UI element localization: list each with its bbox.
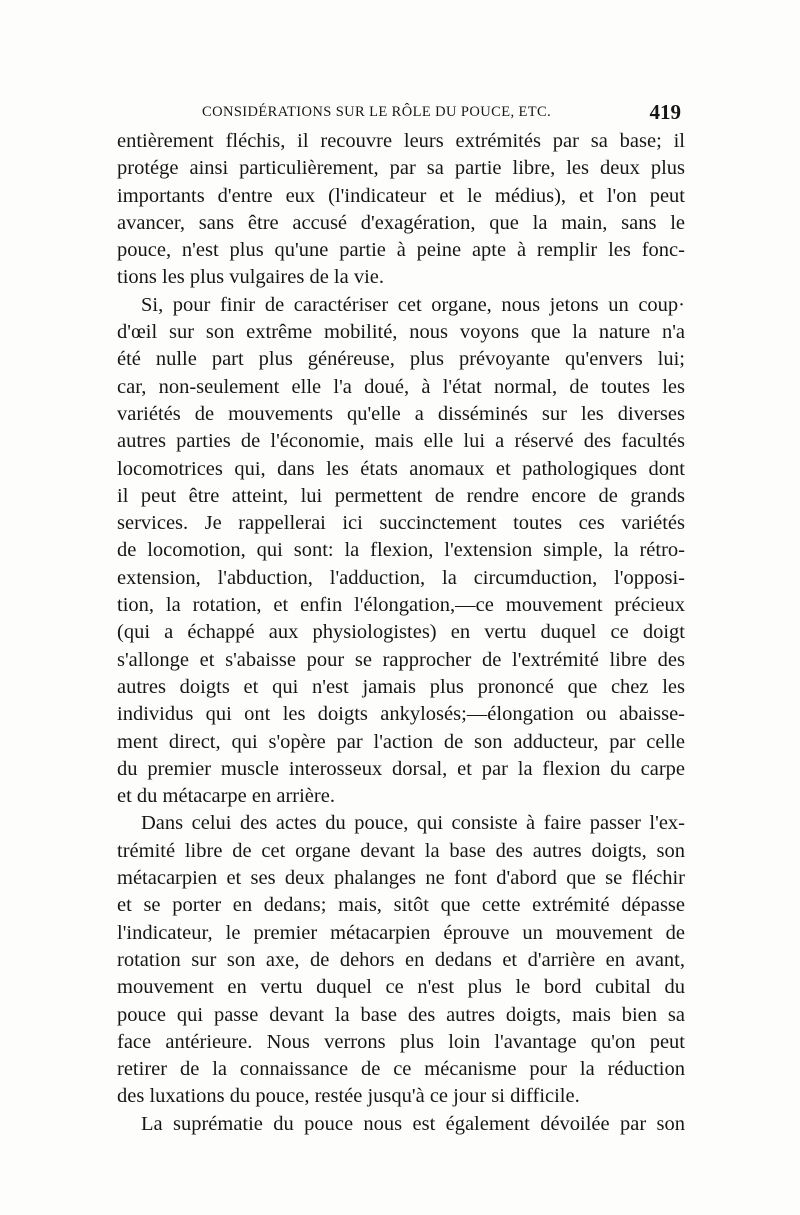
text-line: des luxations du pouce, restée jusqu'à ce jour si difficile. [117, 1085, 580, 1108]
text-line: variétés de mouvements qu'elle a disséminés sur les diverses [117, 402, 685, 425]
text-line: autres doigts et qui n'est jamais plus prononcé que chez les [117, 675, 685, 698]
text-line: ment direct, qui s'opère par l'action de son adducteur, par celle [117, 730, 685, 753]
text-line: il peut être atteint, lui permettent de rendre encore de grands [117, 484, 685, 507]
text-line: avancer, sans être accusé d'exagération, que la main, sans le [117, 211, 685, 234]
text-line: locomotrices qui, dans les états anomaux et pathologiques dont [117, 457, 685, 480]
page-number: 419 [649, 100, 681, 124]
text-line: services. Je rappellerai ici succinctement toutes ces variétés [117, 512, 685, 535]
text-line: importants d'entre eux (l'indicateur et le médius), et l'on peut [117, 184, 685, 207]
text-line: face antérieure. Nous verrons plus loin l'avantage qu'on peut [117, 1030, 685, 1053]
text-line: de locomotion, qui sont: la flexion, l'extension simple, la rétro- [117, 539, 685, 562]
text-line: protége ainsi particulièrement, par sa partie libre, les deux plus [117, 157, 685, 180]
text-line: du premier muscle interosseux dorsal, et par la flexion du carpe [117, 757, 685, 780]
text-line: l'indicateur, le premier métacarpien éprouve un mouvement de [117, 921, 685, 944]
text-line: trémité libre de cet organe devant la base des autres doigts, son [117, 839, 685, 862]
text-line: retirer de la connaissance de ce mécanisme pour la réduction [117, 1058, 685, 1081]
text-line: entièrement fléchis, il recouvre leurs extrémités par sa base; il [117, 130, 685, 152]
text-line: s'allonge et s'abaisse pour se rapprocher de l'extrémité libre des [117, 648, 685, 671]
running-title: CONSIDÉRATIONS SUR LE RÔLE DU POUCE, ETC. [202, 104, 552, 120]
text-line: pouce qui passe devant la base des autres doigts, mais bien sa [117, 1003, 685, 1026]
text-line: La suprématie du pouce nous est également dévoilée par son [141, 1112, 685, 1135]
text-line: tion, la rotation, et enfin l'élongation,—ce mouvement précieux [117, 594, 685, 617]
text-line: d'œil sur son extrême mobilité, nous voyons que la nature n'a [117, 321, 685, 344]
page-header [117, 100, 685, 126]
text-line: mouvement en vertu duquel ce n'est plus le bord cubital du [117, 976, 685, 999]
text-line: métacarpien et ses deux phalanges ne font d'abord que se fléchir [117, 867, 685, 890]
text-line: autres parties de l'économie, mais elle lui a réservé des facultés [117, 430, 685, 453]
text-line: et se porter en dedans; mais, sitôt que cette extrémité dépasse [117, 894, 685, 917]
text-line: (qui a échappé aux physiologistes) en vertu duquel ce doigt [117, 621, 685, 644]
text-line: Si, pour finir de caractériser cet organe, nous jetons un coup· [141, 293, 685, 316]
text-line: individus qui ont les doigts ankylosés;—élongation ou abaisse- [117, 703, 685, 726]
text-line: car, non-seulement elle l'a doué, à l'état normal, de toutes les [117, 375, 685, 398]
body-text [117, 128, 685, 1138]
text-line: été nulle part plus généreuse, plus prévoyante qu'envers lui; [117, 348, 685, 371]
text-line: Dans celui des actes du pouce, qui consiste à faire passer l'ex- [141, 812, 685, 835]
text-line: tions les plus vulgaires de la vie. [117, 266, 385, 289]
text-line: et du métacarpe en arrière. [117, 785, 335, 808]
text-line: pouce, n'est plus qu'une partie à peine apte à remplir les fonc- [117, 239, 685, 262]
text-line: extension, l'abduction, l'adduction, la circumduction, l'opposi- [117, 566, 685, 589]
text-line: rotation sur son axe, de dehors en dedans et d'arrière en avant, [117, 948, 685, 971]
